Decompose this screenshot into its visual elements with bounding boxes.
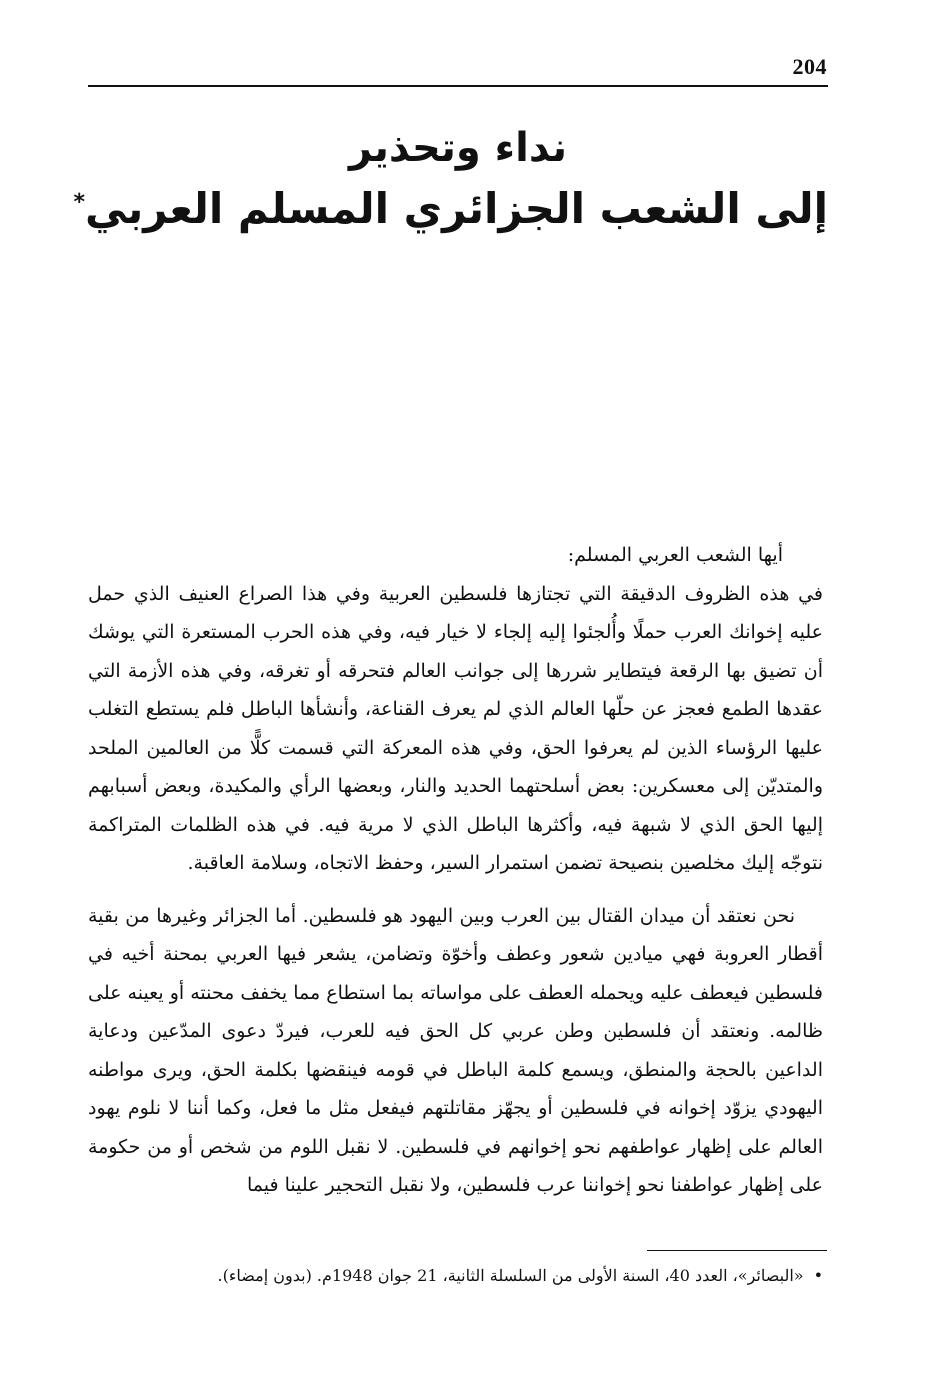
title-line-2 — [73, 180, 828, 238]
title-line-2-text: إلى الشعب الجزائري المسلم العربي — [85, 184, 828, 233]
salutation: أيها الشعب العربي المسلم: — [567, 544, 783, 566]
header-rule — [88, 85, 828, 87]
footnote-rule — [647, 1250, 827, 1251]
title-block — [73, 120, 828, 238]
footnote-marker: • — [813, 1266, 823, 1285]
article-body — [88, 536, 823, 1205]
paragraph-1: في هذه الظروف الدقيقة التي تجتازها فلسطين العربية وفي هذا الصراع العنيف الذي حمل عليه إخوانك العرب حملًا وأُلجئوا إليه إلجاء لا خيار فيه، وفي هذه الحرب المستعرة التي يوشك أن تضيق بها الرقعة فيتطاير شررها إلى جوانب العالم فتحرقه أو تغرقه، وفي هذه الأزمة التي عقدها الطمع فعجز عن حلّها العالم الذي لم يعرف القناعة، وأنشأها الباطل فلم يستطع التغلب عليها الرؤساء الذين لم يعرفوا الحق، وفي هذه المعركة التي قسمت كلًّا من العالمين الملحد والمتديّن إلى معسكرين: بعض أسلحتهما الحديد والنار، وبعضها الرأي والمكيدة، وبعض أسبابهم إليها الحق الذي لا شبهة فيه، وأكثرها الباطل الذي لا مرية فيه. في هذه الظلمات المتراكمة نتوجّه إليك مخلصين بنصيحة تضمن استمرار السير، وحفظ الاتجاه، وسلامة العاقبة. — [88, 582, 823, 874]
page-number: 204 — [792, 54, 827, 79]
footnote-reference-marker: * — [73, 190, 86, 215]
title-line-1: نداء وتحذير — [349, 125, 567, 171]
footnote — [88, 1264, 823, 1288]
paragraph-2: نحن نعتقد أن ميدان القتال بين العرب وبين اليهود هو فلسطين. أما الجزائر وغيرها من بقية أقطار العروبة فهي ميادين شعور وعطف وأخوّة وتضامن، يشعر فيها العربي بمحنة أخيه في فلسطين فيعطف عليه ويحمله العطف على مواساته بما استطاع مما يخفف محنته أو يعينه على ظالمه. ونعتقد أن فلسطين وطن عربي كل الحق فيه للعرب، فيردّ دعوى المدّعين ودعاية الداعين بالحجة والمنطق، ويسمع كلمة الباطل في قومه فينقضها بكلمة الحق، ويرى مواطنه اليهودي يزوّد إخوانه في فلسطين أو يجهّز مقاتلتهم فيفعل مثل ما فعل، وكما أننا لا نلوم يهود العالم على إظهار عواطفهم نحو إخوانهم في فلسطين. لا نقبل اللوم من شخص أو من حكومة على إظهار عواطفنا نحو إخواننا عرب فلسطين، ولا نقبل التحجير علينا فيما — [88, 904, 823, 1196]
footnote-text: «البصائر»، العدد 40، السنة الأولى من السلسلة الثانية، 21 جوان 1948م. (بدون إمضاء). — [217, 1266, 804, 1285]
